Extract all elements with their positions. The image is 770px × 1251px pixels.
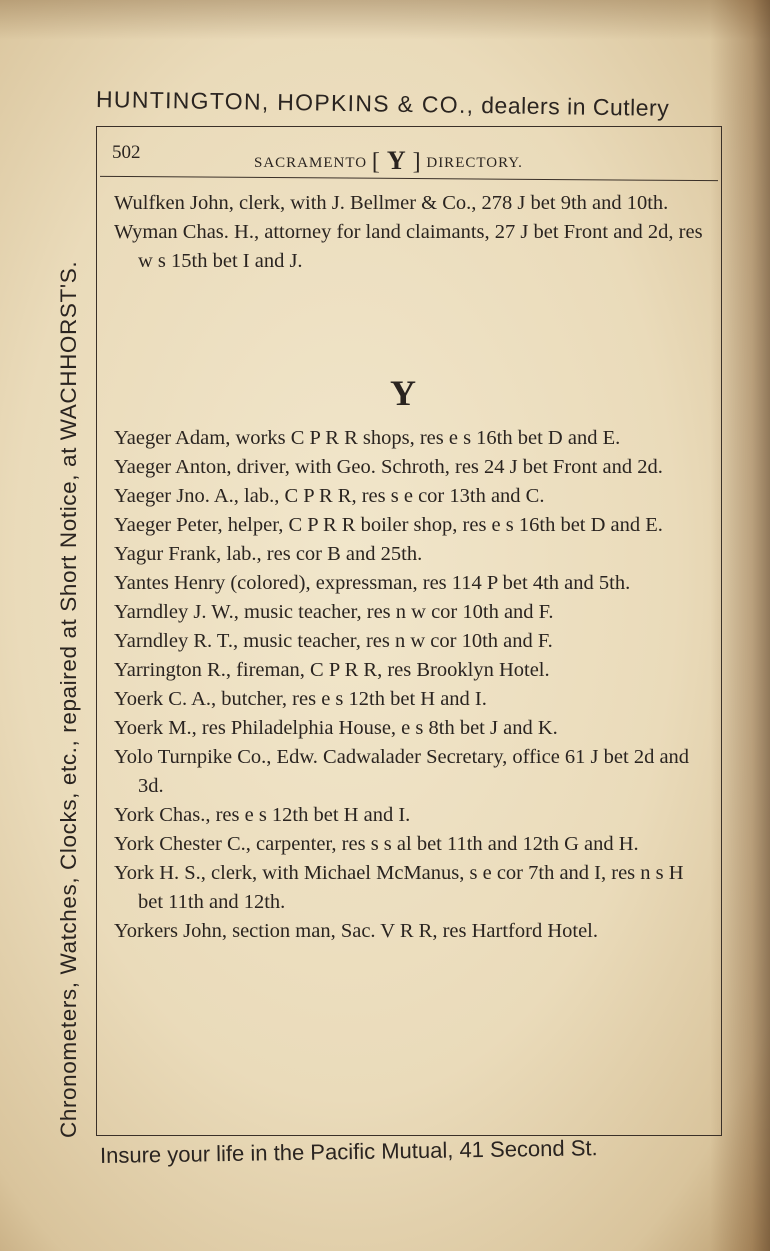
header-right-word: DIRECTORY. (426, 155, 523, 171)
page-number: 502 (112, 142, 141, 163)
entries-top (114, 189, 708, 276)
header-left-word: SACRAMENTO (254, 155, 368, 171)
list-item: Yolo Turnpike Co., Edw. Cadwalader Secretary, office 61 J bet 2d and 3d. (114, 746, 690, 797)
header-letter: Y (386, 146, 407, 175)
list-item: Yaeger Jno. A., lab., C P R R, res s e cor 13th and C. (114, 485, 545, 507)
list-item: Yaeger Anton, driver, with Geo. Schroth, res 24 J bet Front and 2d. (114, 456, 663, 478)
top-ad-text: dealers in Cutlery (481, 92, 670, 122)
side-advertisement: Chronometers, Watches, Clocks, etc., repaired at Short Notice, at WACHHORST'S. (56, 260, 81, 1138)
page-top-shadow (0, 0, 770, 40)
running-header (112, 140, 712, 175)
list-item: Yoerk C. A., butcher, res e s 12th bet H and I. (114, 688, 487, 710)
header-bracket-close: ] (412, 149, 422, 175)
entries-main (114, 424, 708, 946)
top-ad-firm: HUNTINGTON, HOPKINS & CO., (95, 86, 475, 118)
section-letter: Y (390, 373, 416, 413)
list-item: York H. S., clerk, with Michael McManus, s e cor 7th and I, res n s H bet 11th and 12th. (114, 862, 684, 913)
list-item: Yarrington R., fireman, C P R R, res Brooklyn Hotel. (114, 659, 550, 681)
list-item: York Chester C., carpenter, res s s al bet 11th and 12th G and H. (114, 833, 639, 855)
list-item: Yaeger Adam, works C P R R shops, res e s 16th bet D and E. (114, 427, 621, 449)
list-item: Yorkers John, section man, Sac. V R R, res Hartford Hotel. (114, 920, 598, 942)
list-item: Wyman Chas. H., attorney for land claimants, 27 J bet Front and 2d, res w s 15th bet I and J. (114, 221, 703, 272)
list-item: Wulfken John, clerk, with J. Bellmer & Co., 278 J bet 9th and 10th. (114, 192, 669, 214)
list-item: Yagur Frank, lab., res cor B and 25th. (114, 543, 423, 565)
list-item: Yoerk M., res Philadelphia House, e s 8th bet J and K. (114, 717, 558, 739)
header-bracket-open: [ (371, 149, 381, 175)
list-item: Yantes Henry (colored), expressman, res 114 P bet 4th and 5th. (114, 572, 631, 594)
top-advertisement (96, 86, 726, 123)
list-item: Yarndley R. T., music teacher, res n w cor 10th and F. (114, 630, 553, 652)
list-item: York Chas., res e s 12th bet H and I. (114, 804, 411, 826)
list-item: Yarndley J. W., music teacher, res n w cor 10th and F. (114, 601, 554, 623)
list-item: Yaeger Peter, helper, C P R R boiler shop, res e s 16th bet D and E. (114, 514, 663, 536)
header-title (254, 144, 523, 174)
bottom-advertisement: Insure your life in the Pacific Mutual, 41 Second St. (99, 1135, 598, 1168)
